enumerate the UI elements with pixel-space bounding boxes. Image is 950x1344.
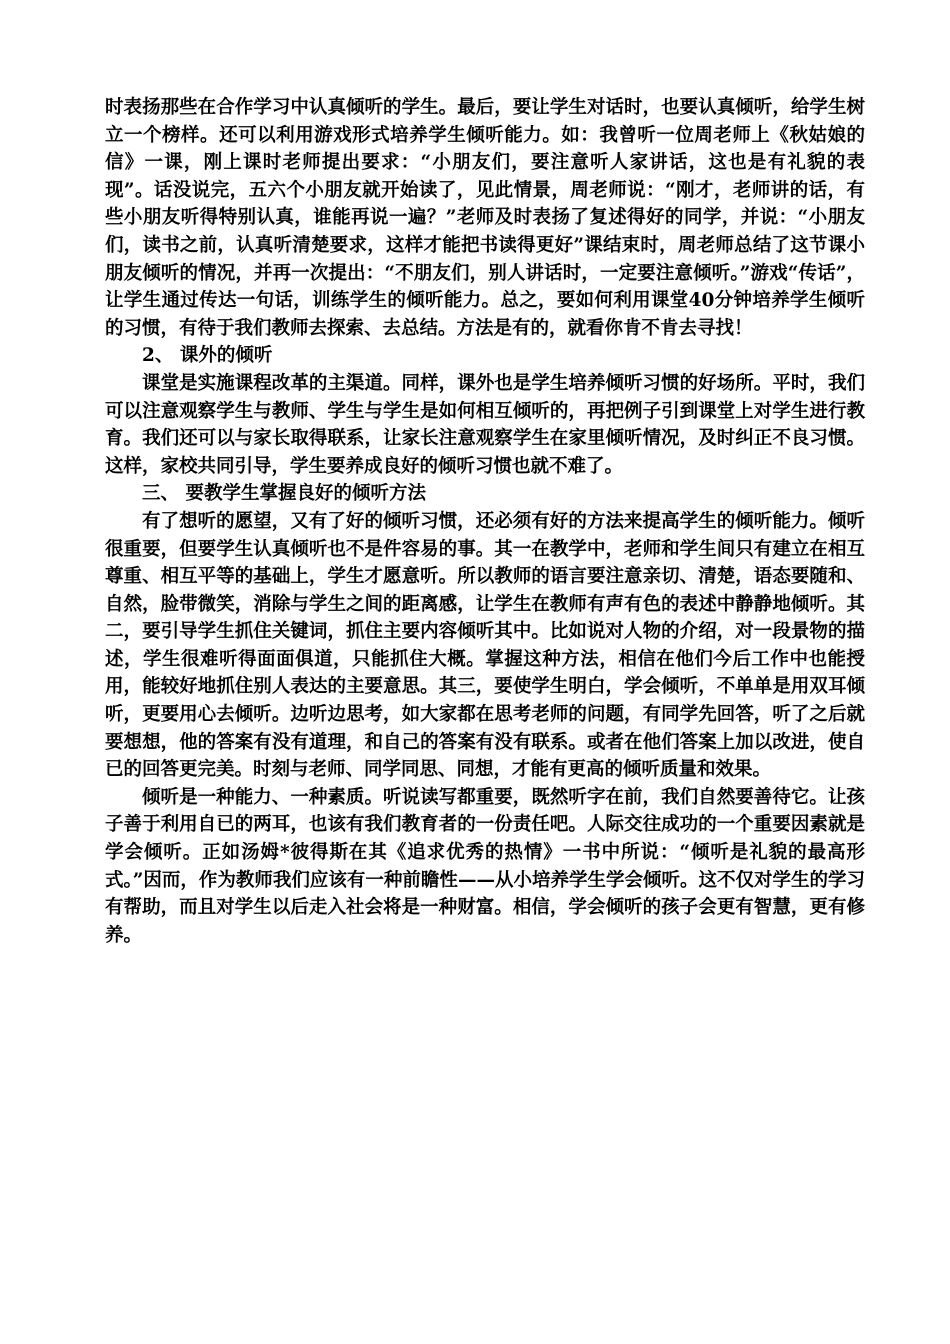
- paragraph-classroom-listening-end: 时表扬那些在合作学习中认真倾听的学生。最后，要让学生对话时，也要认真倾听，给学生树立一个榜样。还可以利用游戏形式培养学生倾听能力。如：我曾听一位周老师上《秋姑娘的信》一课，刚上课时老师提出要求：“小朋友们，要注意听人家讲话，这也是有礼貌的表现”。话没说完，五六个小朋友就开始读了，见此情景，周老师说：“刚才，老师讲的话，有些小朋友听得特别认真，谁能再说一遍？”老师及时表扬了复述得好的同学，并说：“小朋友们，读书之前，认真听清楚要求，这样才能把书读得更好”课结束时，周老师总结了这节课小朋友倾听的情况，并再一次提出：“不朋友们，别人讲话时，一定要注意倾听。”游戏“传话”，让学生通过传达一句话，训练学生的倾听能力。总之，要如何利用课堂40分钟培养学生倾听的习惯，有待于我们教师去探索、去总结。方法是有的，就看你肯不肯去寻找！: [105, 97, 865, 339]
- paragraph-outside-class-listening: 课堂是实施课程改革的主渠道。同样，课外也是学生培养倾听习惯的好场所。平时，我们可以注意观察学生与教师、学生与学生是如何相互倾听的，再把例子引到课堂上对学生进行教育。我们还可以与家长取得联系，让家长注意观察学生在家里倾听情况，及时纠正不良习惯。这样，家校共同引导，学生要养成良好的倾听习惯也就不难了。: [105, 372, 865, 477]
- document-page: [105, 94, 865, 949]
- paragraph-listening-methods: 有了想听的愿望，又有了好的倾听习惯，还必须有好的方法来提高学生的倾听能力。倾听很重要，但要学生认真倾听也不是件容易的事。其一在教学中，老师和学生间只有建立在相互尊重、相互平等的基础上，学生才愿意听。所以教师的语言要注意亲切、清楚，语态要随和、自然，脸带微笑，消除与学生之间的距离感，让学生在教师有声有色的表述中静静地倾听。其二，要引导学生抓住关键词，抓住主要内容倾听其中。比如说对人物的介绍，对一段景物的描述，学生很难听得面面俱道，只能抓住大概。掌握这种方法，相信在他们今后工作中也能授用，能较好地抓住别人表达的主要意思。其三，要使学生明白，学会倾听，不单单是用双耳倾听，更要用心去倾听。边听边思考，如大家都在思考老师的问题，有同学先回答，听了之后就要想想，他的答案有没有道理，和自己的答案有没有联系。或者在他们答案上加以改进，使自已的回答更完美。时刻与老师、同学同思、同想，才能有更高的倾听质量和效果。: [105, 510, 865, 781]
- section-heading-outside-class: 2、 课外的倾听: [142, 345, 273, 367]
- paragraph-conclusion: 倾听是一种能力、一种素质。听说读写都重要，既然听字在前，我们自然要善待它。让孩子善于利用自已的两耳，也该有我们教育者的一份责任吧。人际交往成功的一个重要因素就是学会倾听。正如汤姆*彼得斯在其《追求优秀的热情》一书中所说：“倾听是礼貌的最高形式。”因而，作为教师我们应该有一种前瞻性——从小培养学生学会倾听。这不仅对学生的学习有帮助，而且对学生以后走入社会将是一种财富。相信，学会倾听的孩子会更有智慧，更有修养。: [105, 786, 865, 946]
- section-heading-listening-methods: 三、 要教学生掌握良好的倾听方法: [142, 483, 426, 505]
